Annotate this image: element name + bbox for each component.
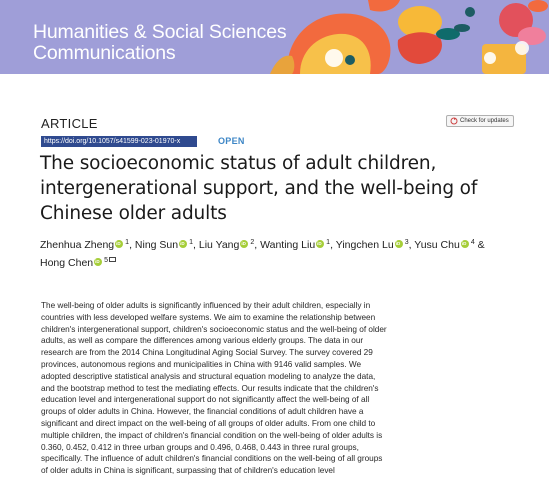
- orcid-icon[interactable]: [461, 240, 469, 248]
- banner-illustration: [270, 0, 549, 74]
- affiliation-number[interactable]: 5: [104, 257, 109, 264]
- author-list: [40, 235, 490, 271]
- author-name[interactable]: Yingchen Lu: [335, 239, 394, 251]
- author-separator: &: [474, 239, 485, 251]
- check-for-updates-label: Check for updates: [460, 118, 509, 124]
- author-entry: [135, 239, 193, 251]
- affiliation-number[interactable]: 1: [326, 239, 331, 246]
- affiliation-number[interactable]: 3: [404, 239, 409, 246]
- open-access-badge: OPEN: [218, 136, 245, 146]
- author-name[interactable]: Ning Sun: [134, 239, 179, 251]
- author-name[interactable]: Hong Chen: [40, 257, 94, 269]
- affiliation-number[interactable]: 1: [125, 239, 130, 246]
- email-icon[interactable]: [109, 257, 116, 262]
- author-name[interactable]: Yusu Chu: [414, 239, 460, 251]
- article-title: The socioeconomic status of adult children, intergenerational support, and the well-being of Chinese older adults: [40, 153, 478, 224]
- orcid-icon[interactable]: [115, 240, 123, 248]
- author-name[interactable]: Liu Yang: [198, 239, 240, 251]
- orcid-icon[interactable]: [179, 240, 187, 248]
- orcid-icon[interactable]: [240, 240, 248, 248]
- author-entry: [40, 257, 116, 269]
- orcid-icon[interactable]: [94, 258, 102, 266]
- affiliation-number[interactable]: 4: [470, 239, 475, 246]
- orcid-icon[interactable]: [316, 240, 324, 248]
- journal-name-line2: Communications: [33, 42, 176, 64]
- journal-name-line1: Humanities & Social Sciences: [33, 21, 287, 43]
- author-entry: [260, 239, 330, 251]
- author-name[interactable]: Wanting Liu: [260, 239, 316, 251]
- author-separator: ,: [129, 239, 135, 251]
- abstract-text: The well-being of older adults is significantly influenced by their adult children, especially in countries with less developed welfare systems. We aim to examine the relationship between children's intergenerational support, children's socioeconomic status and the well-being of older adults, as well as compare the differences among various elderly groups. The data in our research are from the 2014 China Longitudinal Aging Social Survey. The survey covered 29 provinces, autonomous regions and municipalities in China with 9146 valid samples. We adopted descriptive statistical analysis and structural equation modeling to analyze the data, and the bootstrap method to test the mediating effects. Our results indicate that the children's education level and intergenerational support do not significantly affect the well-being of all groups of older adults in China. However, the financial conditions of adult children have a significant and direct impact on the well-being of all groups of older adults. From one child to multiple children, the impact of children's financial condition on the well-being of older adults is 0.360, 0.452, 0.412 in three urban groups and 0.496, 0.468, 0.443 in three rural groups, specifically. The influence of adult children's financial conditions on the well-being of all groups of older adults in China is significant, surpassing that of children's education level: [41, 301, 387, 476]
- author-entry: [40, 239, 129, 251]
- orcid-icon[interactable]: [395, 240, 403, 248]
- doi-link[interactable]: https://doi.org/10.1057/s41599-023-01970-x: [41, 136, 197, 147]
- author-separator: ,: [254, 239, 261, 251]
- journal-name[interactable]: [33, 22, 286, 64]
- affiliation-number[interactable]: 1: [189, 239, 194, 246]
- author-entry: [414, 239, 474, 251]
- author-separator: ,: [408, 239, 415, 251]
- affiliation-number[interactable]: 2: [250, 239, 255, 246]
- author-separator: ,: [330, 239, 336, 251]
- author-name[interactable]: Zhenhua Zheng: [40, 239, 115, 251]
- refresh-icon: [450, 117, 458, 125]
- author-entry: [199, 239, 254, 251]
- author-entry: [336, 239, 409, 251]
- journal-banner: [0, 0, 549, 74]
- article-type-label: ARTICLE: [41, 116, 98, 131]
- check-for-updates-button[interactable]: [446, 115, 514, 127]
- author-separator: ,: [193, 239, 199, 251]
